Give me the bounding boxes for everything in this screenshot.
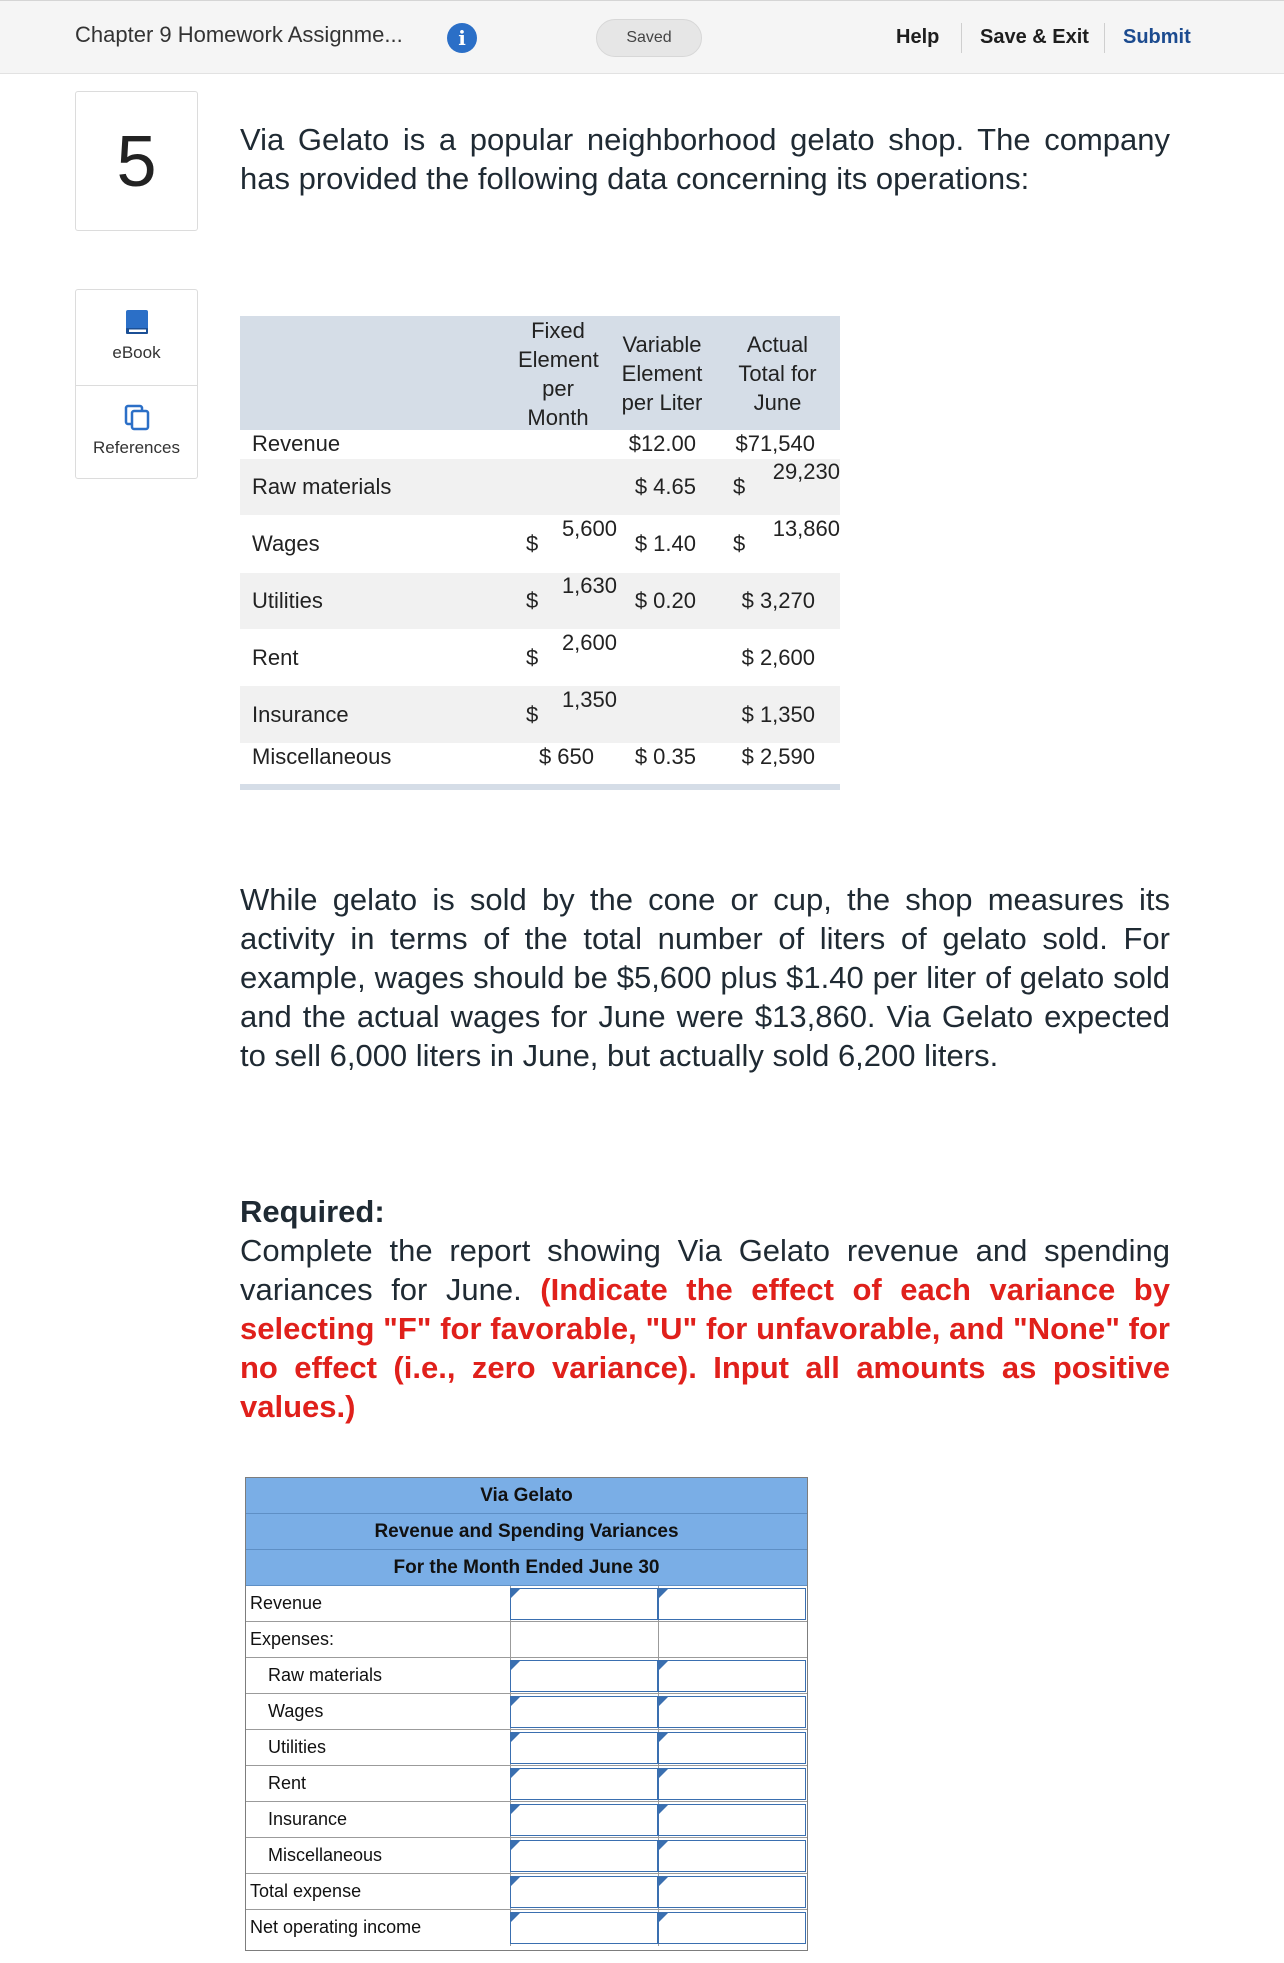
variance-effect-select[interactable] xyxy=(658,1696,806,1728)
answer-row xyxy=(246,1766,807,1802)
column-divider xyxy=(658,1622,659,1657)
dropdown-marker-icon xyxy=(659,1877,668,1886)
variance-amount-input[interactable] xyxy=(510,1732,658,1764)
top-bar xyxy=(0,0,1284,74)
divider xyxy=(1104,23,1105,53)
fixed-value: $ 650 xyxy=(538,744,594,769)
answer-row-label: Utilities xyxy=(268,1737,327,1757)
variance-effect-select[interactable] xyxy=(658,1876,806,1908)
actual-value: $ 2,600 xyxy=(741,645,815,670)
row-label: Revenue xyxy=(252,431,341,456)
fixed-sign: $ xyxy=(526,531,539,556)
assignment-title: Chapter 9 Homework Assignme... xyxy=(75,22,403,47)
answer-row xyxy=(246,1586,807,1622)
input-marker-icon xyxy=(511,1841,520,1850)
variance-effect-select[interactable] xyxy=(658,1588,806,1620)
answer-rows xyxy=(246,1586,807,1950)
actual-value: $ 2,590 xyxy=(741,744,815,769)
row-label: Wages xyxy=(252,531,320,556)
dropdown-marker-icon xyxy=(659,1733,668,1742)
book-icon xyxy=(123,308,151,336)
fixed-sign: $ xyxy=(526,588,539,613)
data-table-bottom-border xyxy=(240,784,840,790)
input-marker-icon xyxy=(511,1661,520,1670)
answer-table-subtitle: Revenue and Spending Variances xyxy=(246,1514,807,1550)
variable-value: $12.00 xyxy=(628,431,696,456)
row-label: Insurance xyxy=(252,702,349,727)
divider xyxy=(961,23,962,53)
saved-status-badge: Saved xyxy=(596,19,702,57)
fixed-sign: $ xyxy=(526,645,539,670)
header-variable: Variable Element per Liter xyxy=(621,332,703,415)
variance-effect-select[interactable] xyxy=(658,1912,806,1944)
row-label: Rent xyxy=(252,645,299,670)
variance-effect-select[interactable] xyxy=(658,1840,806,1872)
variable-value: $ 4.65 xyxy=(634,474,696,499)
variance-effect-select[interactable] xyxy=(658,1804,806,1836)
answer-row xyxy=(246,1874,807,1910)
answer-table xyxy=(245,1477,808,1951)
answer-table-period: For the Month Ended June 30 xyxy=(246,1550,807,1586)
dropdown-marker-icon xyxy=(659,1805,668,1814)
input-marker-icon xyxy=(511,1769,520,1778)
ebook-button[interactable] xyxy=(76,290,197,384)
answer-row-label: Revenue xyxy=(250,1593,323,1613)
variance-amount-input[interactable] xyxy=(510,1912,658,1944)
references-button[interactable] xyxy=(76,385,197,479)
actual-value: $ 3,270 xyxy=(741,588,815,613)
dropdown-marker-icon xyxy=(659,1661,668,1670)
save-exit-button[interactable]: Save & Exit xyxy=(980,26,1089,48)
variance-effect-select[interactable] xyxy=(658,1768,806,1800)
input-marker-icon xyxy=(511,1805,520,1814)
actual-value: 13,860 xyxy=(772,516,840,541)
row-label: Utilities xyxy=(252,588,323,613)
variance-amount-input[interactable] xyxy=(510,1804,658,1836)
required-instruction-note: (Indicate the effect of each variance by selecting "F" for favorable, "U" for unfavorable, and "None" for no effect (i.e., zero variance). Input all amounts as positive values.) xyxy=(240,1272,1170,1424)
required-heading: Required: xyxy=(240,1194,385,1229)
variance-amount-input[interactable] xyxy=(510,1840,658,1872)
answer-row xyxy=(246,1622,807,1658)
input-marker-icon xyxy=(511,1913,520,1922)
row-label: Miscellaneous xyxy=(252,744,392,769)
actual-value: $ 1,350 xyxy=(741,702,815,727)
answer-row xyxy=(246,1730,807,1766)
question-number: 5 xyxy=(75,91,198,231)
dropdown-marker-icon xyxy=(659,1589,668,1598)
answer-row xyxy=(246,1838,807,1874)
required-instructions xyxy=(240,1231,1170,1426)
answer-row-label: Total expense xyxy=(250,1881,362,1901)
references-label: References xyxy=(93,438,180,457)
info-icon[interactable]: i xyxy=(447,23,477,53)
variance-amount-input[interactable] xyxy=(510,1696,658,1728)
header-fixed: Fixed Element per Month xyxy=(518,318,599,430)
fixed-value: 2,600 xyxy=(561,630,617,655)
input-marker-icon xyxy=(511,1589,520,1598)
variance-amount-input[interactable] xyxy=(510,1876,658,1908)
references-icon xyxy=(123,403,151,431)
answer-row xyxy=(246,1802,807,1838)
variable-value: $ 1.40 xyxy=(634,531,696,556)
answer-row-label: Net operating income xyxy=(250,1917,422,1937)
fixed-value: 1,350 xyxy=(561,687,617,712)
answer-row-label: Insurance xyxy=(268,1809,348,1829)
required-section xyxy=(240,1192,1170,1426)
variance-amount-input[interactable] xyxy=(510,1768,658,1800)
dropdown-marker-icon xyxy=(659,1841,668,1850)
answer-row xyxy=(246,1694,807,1730)
fixed-value: 1,630 xyxy=(561,573,617,598)
actual-value: 29,230 xyxy=(772,459,840,484)
tools-panel xyxy=(75,289,198,479)
fixed-sign: $ xyxy=(526,702,539,727)
variable-value: $ 0.20 xyxy=(634,588,696,613)
submit-button[interactable]: Submit xyxy=(1123,26,1191,48)
variance-amount-input[interactable] xyxy=(510,1588,658,1620)
fixed-value: 5,600 xyxy=(561,516,617,541)
required-text: Complete the report showing Via Gelato revenue and spending variances for June. xyxy=(240,1233,1170,1307)
row-label: Raw materials xyxy=(252,474,392,499)
answer-row-label: Miscellaneous xyxy=(268,1845,383,1865)
ebook-label: eBook xyxy=(112,343,161,362)
variance-effect-select[interactable] xyxy=(658,1732,806,1764)
dropdown-marker-icon xyxy=(659,1913,668,1922)
variance-effect-select[interactable] xyxy=(658,1660,806,1692)
actual-sign: $ xyxy=(733,474,746,499)
answer-row-label: Rent xyxy=(268,1773,307,1793)
answer-row-label: Wages xyxy=(268,1701,324,1721)
answer-row-label: Raw materials xyxy=(268,1665,383,1685)
dropdown-marker-icon xyxy=(659,1697,668,1706)
answer-row-label: Expenses: xyxy=(250,1629,335,1649)
answer-table-title: Via Gelato xyxy=(246,1478,807,1514)
question-intro: Via Gelato is a popular neighborhood gelato shop. The company has provided the following data concerning its operations: xyxy=(240,122,1170,196)
question-explanation: While gelato is sold by the cone or cup, the shop measures its activity in terms of the total number of liters of gelato sold. For example, wages should be $5,600 plus $1.40 per liter of gelato sold and the actual wages for June were $13,860. Via Gelato expected to sell 6,000 liters in June, but actually sold 6,200 liters. xyxy=(240,882,1170,1073)
header-actual: Actual Total for June xyxy=(738,332,817,415)
answer-row xyxy=(246,1910,807,1946)
answer-row xyxy=(246,1658,807,1694)
variance-amount-input[interactable] xyxy=(510,1660,658,1692)
variable-value: $ 0.35 xyxy=(634,744,696,769)
actual-value: $71,540 xyxy=(735,431,815,456)
input-marker-icon xyxy=(511,1733,520,1742)
input-marker-icon xyxy=(511,1877,520,1886)
actual-sign: $ xyxy=(733,531,746,556)
input-marker-icon xyxy=(511,1697,520,1706)
column-divider xyxy=(510,1622,511,1657)
dropdown-marker-icon xyxy=(659,1769,668,1778)
data-table xyxy=(240,316,840,792)
help-button[interactable]: Help xyxy=(896,26,940,48)
